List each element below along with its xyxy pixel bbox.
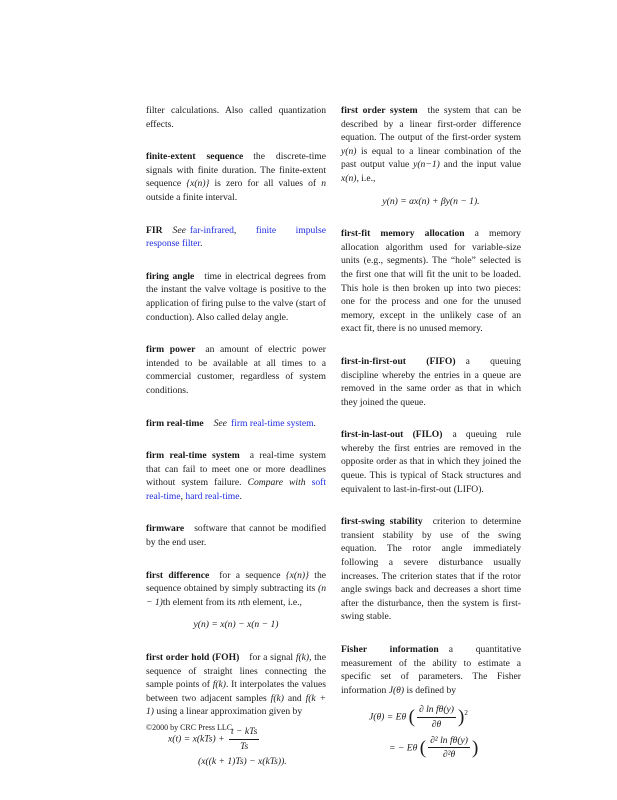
link-finite-impulse-response-filter[interactable]: finite impulse response filter — [146, 224, 326, 250]
entry-finite-extent-sequence: finite-extent sequence the discrete-time signals with finite duration. The finite-extent sequence {x(n)} is zero for all values of n outside a finite interval. — [146, 151, 326, 203]
term: first difference — [146, 569, 210, 581]
fraction: $\frac{\text{t − kTs}}{Ts}$ — [230, 726, 258, 752]
entry-firm-power: firm power an amount of electric power intended to be available at all times to a commercial customer, regardless of system conditions. — [146, 344, 326, 396]
link-far-infrared[interactable]: far-infrared — [189, 224, 234, 236]
term: Fisher information — [341, 644, 439, 655]
entry-fisher-information: Fisher information a quantitative measurement of the ability to estimate a specific set of parameters. The Fisher information J(θ) is defined by J(θ) = Eθ ( $\frac{\text{∂ ln fθ(y)}}{\partial\theta}$ )$^2$ = − Eθ ( $\frac{\text{∂² ln fθ(y)}}{\text{∂²θ}}$ ) — [341, 644, 522, 761]
entry-firing-angle: firing angle time in electrical degrees from the instant the valve voltage is positive to the application of firing pulse to the valve (start of conduction). Also called delay angle. — [146, 270, 326, 323]
term: firmware — [146, 523, 185, 535]
entry-first-order-system: first order system the system that can be described by a linear first-order difference equation. The output of the first-order system y(n) is equal to a linear combination of the past output value y(n−1) and the input value x(n), i.e., y(n) = αx(n) + βy(n − 1). — [341, 105, 521, 207]
entry-firm-real-time: firm real-time See firm real-time system. — [146, 417, 316, 429]
entry-first-difference: first difference for a sequence {x(n)} the sequence obtained by simply subtracting its (n − 1)th element from its nth element, i.e., y(n) = x(n) − x(n − 1) — [146, 569, 327, 631]
term: firm real-time system — [146, 450, 240, 462]
term: firm real-time — [146, 417, 204, 429]
entry-first-swing-stability: first-swing stability criterion to determine transient stability by use of the swing equation. The rotor angle immediately following a severe disturbance usually increases. The criterion states that if the rotor angle swings back and decreases a short time after the disturbance, then the system is first-swing stable. — [341, 516, 521, 623]
fisher-line-2: = − Eθ ( $\frac{\text{∂² ln fθ(y)}}{\text{∂²θ}}$ ) — [389, 734, 479, 761]
term: first order hold (FOH) — [146, 652, 240, 664]
term: first-fit memory allocation — [341, 228, 465, 240]
continuation-text: filter calculations. Also called quantization effects. — [146, 105, 326, 130]
link-soft-real-time[interactable]: soft real-time — [146, 477, 327, 502]
entry-first-fit-memory-allocation: first-fit memory allocation a memory allocation algorithm used for variable-size units (e.g., segments). The “hole” selected is the first one that will fit the unit to be loaded. This hole is then broken up into two pieces: one for the process and one for the unused memory, except in the unlikely case of an exact fit, there is no unused memory. — [341, 228, 521, 335]
left-column — [146, 104, 326, 788]
term: firm power — [146, 344, 196, 356]
term: first-in-last-out (FILO) — [341, 429, 443, 441]
entry-filo: first-in-last-out (FILO) a queuing rule whereby the first entries are removed in the opposite order as that in which they joined the queue. This is typical of Stack structures and equivalent to last-in-first-out (LIFO). — [341, 429, 521, 495]
term: first order system — [341, 105, 418, 116]
term: first-in-first-out (FIFO) — [341, 355, 456, 367]
right-column — [341, 104, 521, 781]
entry-first-order-hold: first order hold (FOH) for a signal f(k), the sequence of straight lines connecting the sample points of f(k). It interpolates the values between two adjacent samples f(k) and f(k + 1) using a linear approximation given by x(t) = x(kTs) + $\frac{\text{t − kTs}}{Ts}$ (x((k + 1)Ts) − x(kTs)). — [146, 652, 327, 768]
entry-firm-real-time-system: firm real-time system a real-time system that can fail to meet one or more deadlines without system failure. Compare with soft real-time, hard real-time. — [146, 450, 327, 502]
fraction: $\frac{\text{∂² ln fθ(y)}}{\text{∂²θ}}$ — [430, 734, 468, 761]
equation-first-difference: y(n) = x(n) − x(n − 1) — [193, 619, 279, 631]
term: FIR — [146, 224, 163, 236]
term: finite-extent sequence — [146, 151, 244, 163]
fisher-line-1: J(θ) = Eθ ( $\frac{\text{∂ ln fθ(y)}}{\partial\theta}$ )$^2$ — [369, 704, 468, 730]
link-hard-real-time[interactable]: hard real-time — [185, 490, 240, 502]
entry-continuation — [146, 104, 326, 131]
entry-fifo: first-in-first-out (FIFO) a queuing discipline whereby the entries in a queue are removed in the same order as that in which they joined the queue. — [341, 355, 521, 408]
equation-first-order-system: y(n) = αx(n) + βy(n − 1). — [382, 195, 480, 207]
entry-firmware: firmware software that cannot be modified by the end user. — [146, 523, 326, 549]
link-firm-real-time-system[interactable]: firm real-time system — [230, 417, 314, 429]
term: first-swing stability — [341, 516, 423, 528]
fraction: $\frac{\text{∂ ln fθ(y)}}{\partial\theta}$ — [418, 704, 454, 730]
equation-foh: x(t) = x(kTs) + $\frac{\text{t − kTs}}{Ts}$ (x((k + 1)Ts) − x(kTs)). — [168, 726, 287, 768]
equation-fisher — [341, 703, 521, 761]
entry-fir: FIR See far-infrared, finite impulse response filter. — [146, 224, 326, 250]
term: firing angle — [146, 270, 195, 282]
copyright-footer: ©2000 by CRC Press LLC — [146, 723, 233, 732]
